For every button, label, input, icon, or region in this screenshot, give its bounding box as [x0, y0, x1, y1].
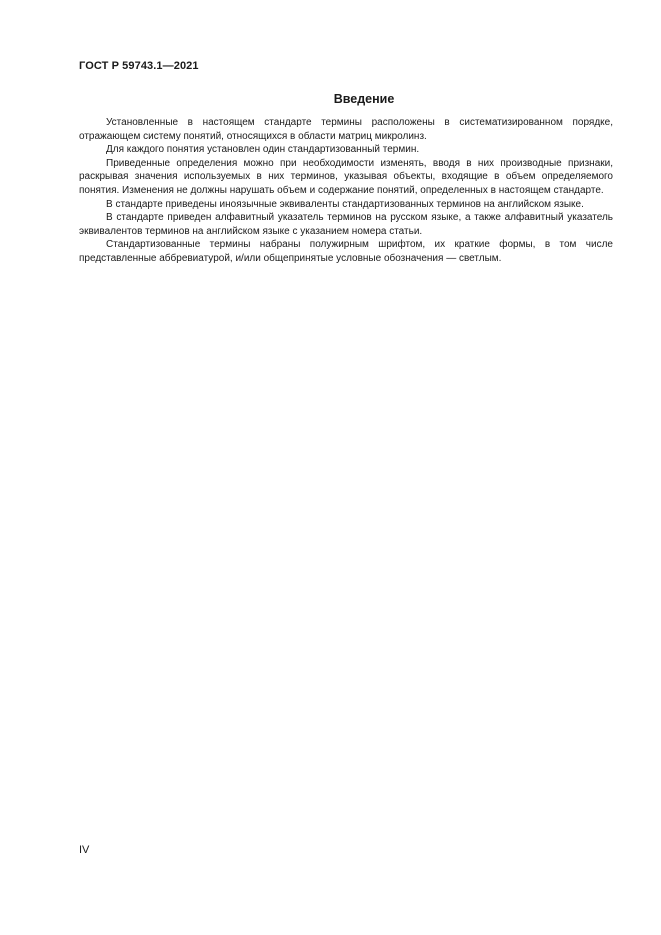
paragraph: Приведенные определения можно при необходимости изменять, вводя в них производные признаки, раскрывая значения используемых в них терминов, указывая объекты, входящие в объем определяемого понятия. Изменения не должны нарушать объем и содержание понятий, определенных в настоящем стандарте. [79, 157, 613, 196]
paragraph: Стандартизованные термины набраны полужирным шрифтом, их краткие формы, в том числе представленные аббревиатурой, и/или общепринятые условные обозначения — светлым. [79, 239, 613, 264]
paragraph: В стандарте приведен алфавитный указатель терминов на русском языке, а также алфавитный указатель эквивалентов терминов на английском языке с указанием номера статьи. [79, 212, 613, 237]
introduction-body [79, 116, 613, 266]
paragraph: Установленные в настоящем стандарте термины расположены в систематизированном порядке, отражающем систему понятий, относящихся в области матриц микролинз. [79, 117, 613, 142]
paragraph: В стандарте приведены иноязычные эквиваленты стандартизованных терминов на английском языке. [106, 198, 584, 210]
section-title: Введение [333, 92, 395, 106]
paragraph: Для каждого понятия установлен один стандартизованный термин. [106, 144, 420, 156]
document-code: ГОСТ Р 59743.1—2021 [79, 60, 199, 72]
page-number: IV [79, 844, 90, 856]
